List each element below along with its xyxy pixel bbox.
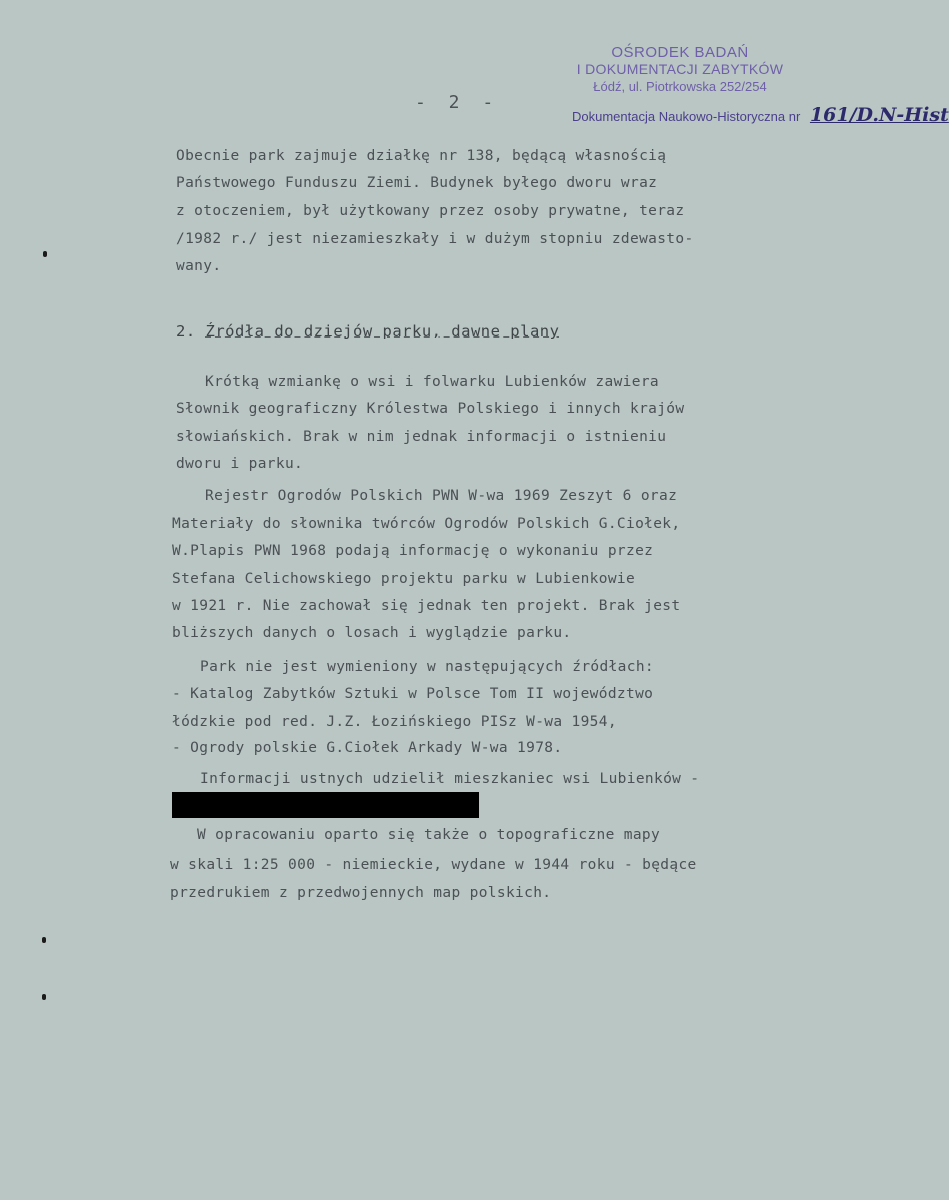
paragraph-1-line-2: Państwowego Funduszu Ziemi. Budynek byłego dworu wraz (176, 175, 658, 191)
document-reference-label: Dokumentacja Naukowo-Historyczna nr (572, 109, 801, 124)
paragraph-3-line-4: Stefana Celichowskiego projektu parku w Lubienkowie (172, 571, 636, 587)
section-heading (176, 322, 559, 340)
paragraph-2-line-3: słowiańskich. Brak w nim jednak informacji o istnieniu (176, 429, 667, 445)
paragraph-1-line-3: z otoczeniem, był użytkowany przez osoby prywatne, teraz (176, 203, 685, 219)
paragraph-5-line-1: Informacji ustnych udzielił mieszkaniec wsi Lubienków - (200, 771, 700, 787)
paragraph-3-line-2: Materiały do słownika twórców Ogrodów Polskich G.Ciołek, (172, 516, 681, 532)
paragraph-3-line-6: bliższych danych o losach i wyglądzie parku. (172, 625, 572, 641)
stamp-line-1: OŚRODEK BADAŃ (611, 44, 749, 61)
stamp-line-2: I DOKUMENTACJI ZABYTKÓW (576, 61, 784, 77)
paragraph-4-line-1: Park nie jest wymieniony w następujących źródłach: (200, 659, 654, 675)
paragraph-2-line-1: Krótką wzmiankę o wsi i folwarku Lubienków zawiera (205, 374, 659, 390)
margin-mark (42, 937, 46, 943)
paragraph-6-line-2: w skali 1:25 000 - niemieckie, wydane w 1944 roku - będące (170, 857, 697, 873)
margin-mark (42, 994, 46, 1000)
paragraph-4-line-2: - Katalog Zabytków Sztuki w Polsce Tom II województwo (172, 686, 654, 702)
document-reference (572, 104, 949, 126)
paragraph-4-line-3: łódzkie pod red. J.Z. Łozińskiego PISz W-wa 1954, (172, 714, 617, 730)
stamp-line-3: Łódź, ul. Piotrkowska 252/254 (593, 79, 767, 94)
document-reference-number: 161/D.N-Hist (809, 104, 949, 126)
paragraph-1-line-1: Obecnie park zajmuje działkę nr 138, będącą własnością (176, 148, 667, 164)
paragraph-3-line-3: W.Plapis PWN 1968 podają informację o wykonaniu przez (172, 543, 654, 559)
paragraph-3-line-1: Rejestr Ogrodów Polskich PWN W-wa 1969 Zeszyt 6 oraz (205, 488, 678, 504)
page-number: - 2 - (415, 92, 500, 113)
paragraph-4-line-4: - Ogrody polskie G.Ciołek Arkady W-wa 1978. (172, 740, 563, 756)
institution-stamp (560, 44, 800, 95)
paragraph-1-line-5: wany. (176, 258, 222, 274)
paragraph-3-line-5: w 1921 r. Nie zachował się jednak ten projekt. Brak jest (172, 598, 681, 614)
paragraph-6-line-3: przedrukiem z przedwojennych map polskich. (170, 885, 552, 901)
section-title: Źródła do dziejów parku, dawne plany (205, 322, 560, 340)
section-number: 2. (176, 322, 196, 340)
paragraph-2-line-4: dworu i parku. (176, 456, 304, 472)
paragraph-2-line-2: Słownik geograficzny Królestwa Polskiego i innych krajów (176, 401, 685, 417)
paragraph-1-line-4: /1982 r./ jest niezamieszkały i w dużym stopniu zdewasto- (176, 231, 694, 247)
margin-mark (43, 251, 47, 257)
paragraph-6-line-1: W opracowaniu oparto się także o topograficzne mapy (197, 827, 661, 843)
redaction-bar (172, 792, 479, 818)
